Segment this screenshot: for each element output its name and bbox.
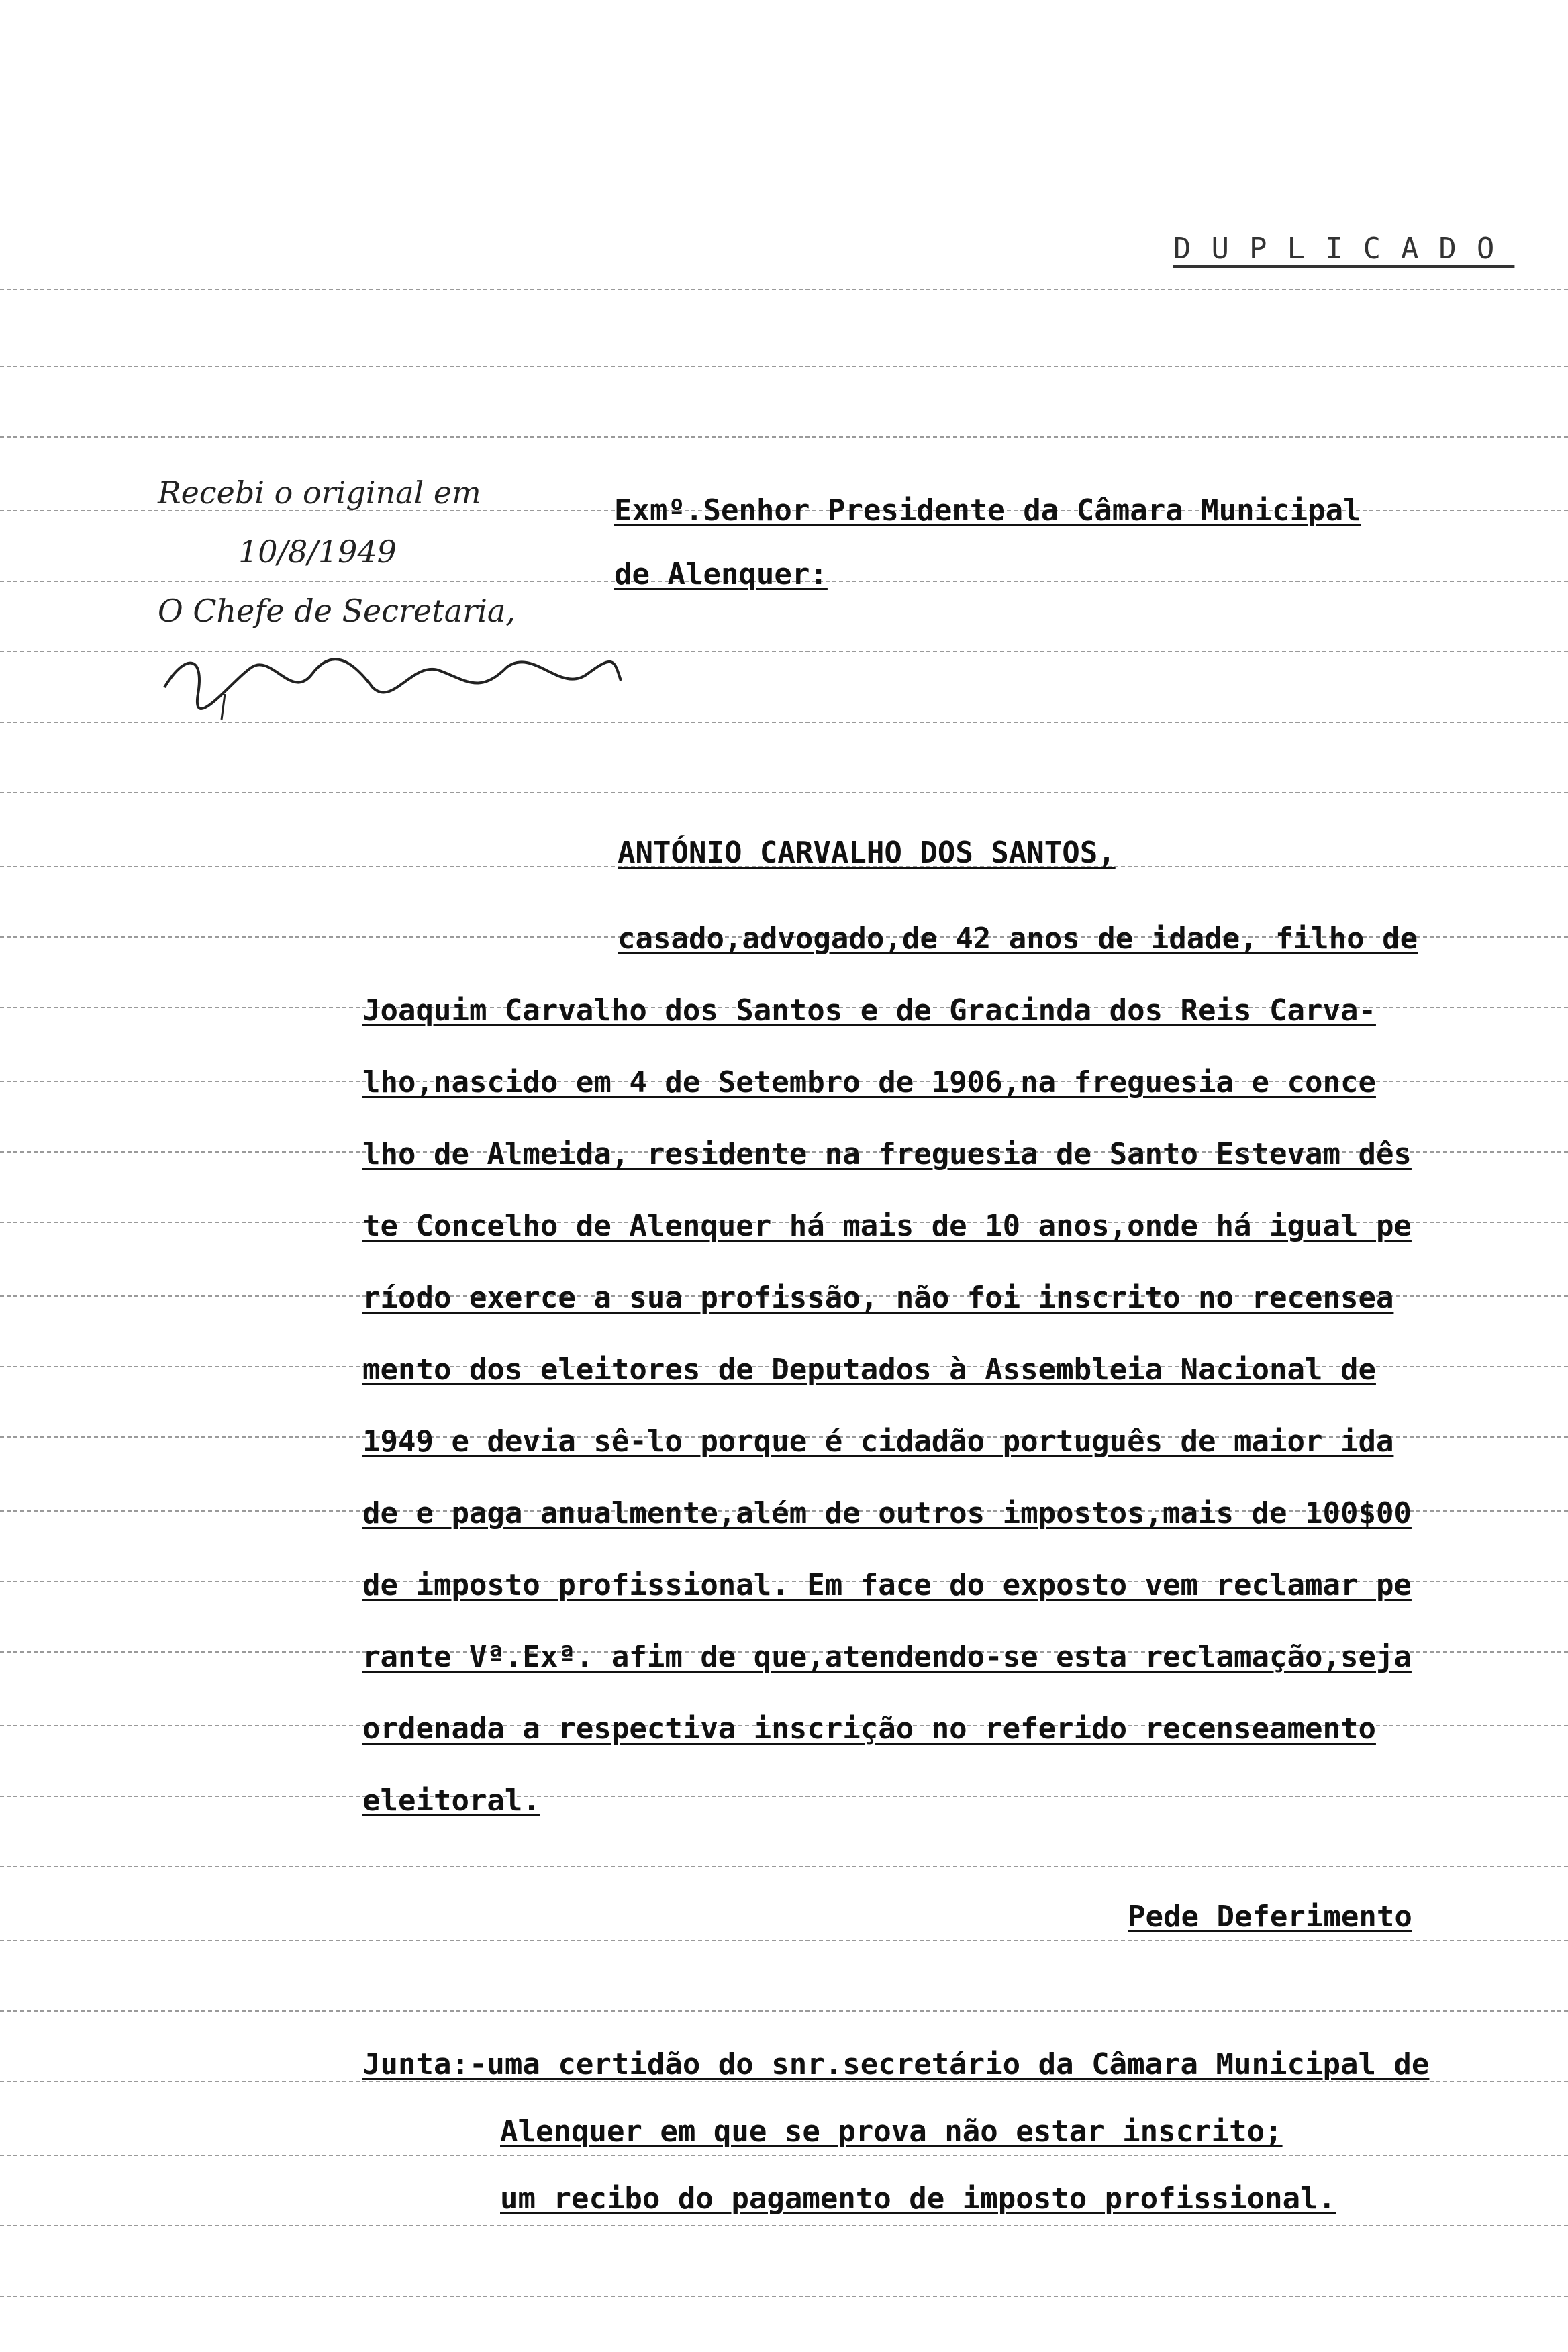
handwritten-line: Recebi o original em (158, 475, 481, 511)
addressee-line-2: de Alenquer: (614, 557, 828, 591)
attachments-line-3: um recibo do pagamento de imposto profissional. (500, 2182, 1336, 2216)
petitioner-name: ANTÓNIO CARVALHO DOS SANTOS, (618, 836, 1116, 870)
closing-request: Pede Deferimento (1128, 1900, 1412, 1934)
body-line: casado,advogado,de 42 anos de idade, filho de (618, 922, 1418, 956)
body-line: de e paga anualmente,além de outros impostos,mais de 100$00 (362, 1496, 1412, 1530)
body-line: mento dos eleitores de Deputados à Assembleia Nacional de (362, 1353, 1376, 1387)
body-line: eleitoral. (362, 1783, 540, 1818)
addressee-line-1: Exmº.Senhor Presidente da Câmara Municipal (614, 493, 1361, 528)
body-line: ríodo exerce a sua profissão, não foi inscrito no recensea (362, 1281, 1394, 1315)
handwritten-line: O Chefe de Secretaria, (158, 593, 516, 629)
attachments-line-1: Junta:-uma certidão do snr.secretário da Câmara Municipal de (362, 2047, 1430, 2081)
body-line: ordenada a respectiva inscrição no referido recenseamento (362, 1712, 1376, 1746)
signature-scribble (158, 640, 628, 721)
handwritten-signature (158, 640, 641, 739)
duplicado-header: DUPLICADO (1173, 232, 1515, 266)
body-line: Joaquim Carvalho dos Santos e de Gracinda dos Reis Carva- (362, 993, 1376, 1028)
body-line: 1949 e devia sê-lo porque é cidadão português de maior ida (362, 1424, 1394, 1459)
handwritten-receipt-note (158, 463, 641, 739)
body-line: lho de Almeida, residente na freguesia de Santo Estevam dês (362, 1137, 1412, 1171)
attachments-line-2: Alenquer em que se prova não estar inscrito; (500, 2114, 1283, 2149)
body-line: de imposto profissional. Em face do exposto vem reclamar pe (362, 1568, 1412, 1602)
petition-body (362, 903, 1530, 1836)
handwritten-line: 10/8/1949 (238, 534, 397, 570)
body-line: te Concelho de Alenquer há mais de 10 anos,onde há igual pe (362, 1209, 1412, 1243)
body-line: lho,nascido em 4 de Setembro de 1906,na freguesia e conce (362, 1065, 1376, 1099)
body-line: rante Vª.Exª. afim de que,atendendo-se esta reclamação,seja (362, 1640, 1412, 1674)
